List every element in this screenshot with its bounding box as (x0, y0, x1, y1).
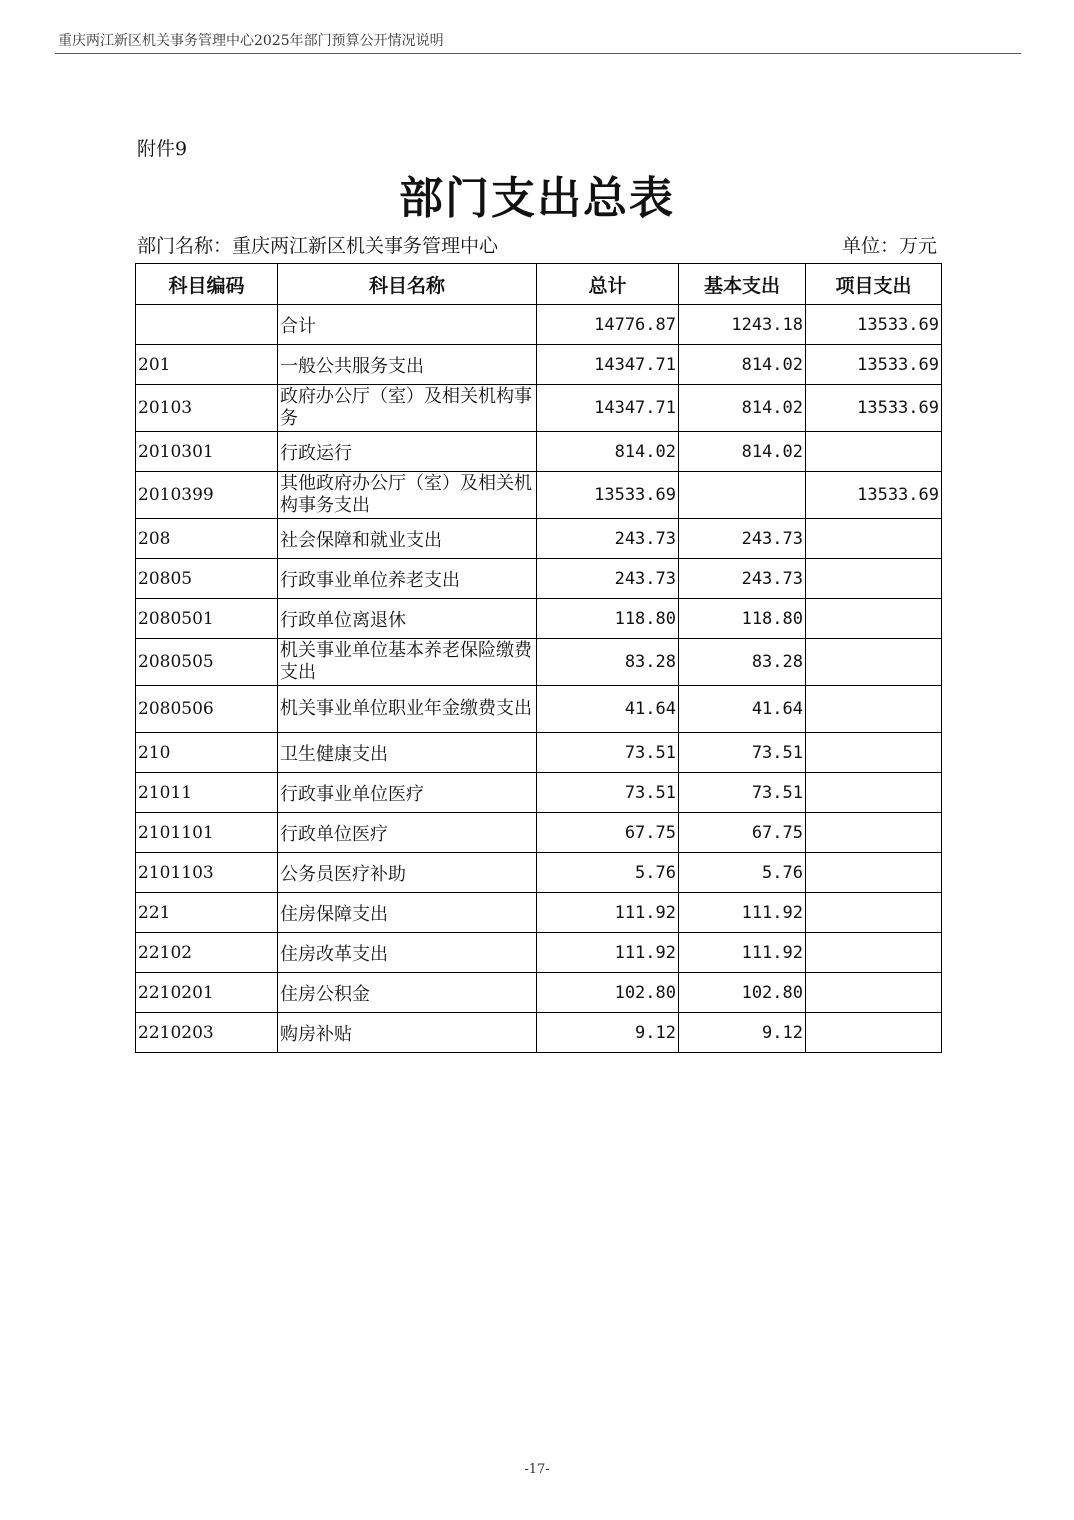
cell-project (806, 813, 942, 853)
cell-project (806, 432, 942, 472)
cell-name: 购房补贴 (278, 1013, 537, 1053)
table-row (136, 973, 942, 1013)
cell-project: 13533.69 (806, 385, 942, 432)
cell-project (806, 773, 942, 813)
cell-basic: 67.75 (679, 813, 806, 853)
cell-code: 2101103 (136, 853, 278, 893)
cell-name: 社会保障和就业支出 (278, 519, 537, 559)
cell-code: 2080505 (136, 639, 278, 686)
cell-code: 2101101 (136, 813, 278, 853)
cell-total: 83.28 (537, 639, 679, 686)
cell-code: 20805 (136, 559, 278, 599)
cell-project (806, 519, 942, 559)
table-row (136, 385, 942, 432)
table-row (136, 305, 942, 345)
cell-total: 41.64 (537, 686, 679, 733)
running-header-title: 重庆两江新区机关事务管理中心2025年部门预算公开情况说明 (58, 33, 444, 49)
table-row (136, 933, 942, 973)
cell-name: 合计 (278, 305, 537, 345)
cell-project (806, 599, 942, 639)
cell-code: 22102 (136, 933, 278, 973)
cell-project: 13533.69 (806, 472, 942, 519)
cell-name: 行政单位医疗 (278, 813, 537, 853)
cell-total: 73.51 (537, 773, 679, 813)
cell-name: 其他政府办公厅（室）及相关机构事务支出 (278, 472, 537, 519)
cell-code: 2080501 (136, 599, 278, 639)
table-row (136, 853, 942, 893)
page-number: -17- (524, 1462, 550, 1477)
cell-basic: 118.80 (679, 599, 806, 639)
column-header-basic: 基本支出 (679, 264, 806, 305)
cell-name: 行政事业单位医疗 (278, 773, 537, 813)
cell-name: 政府办公厅（室）及相关机构事务 (278, 385, 537, 432)
cell-total: 111.92 (537, 933, 679, 973)
cell-basic: 111.92 (679, 893, 806, 933)
table-row (136, 733, 942, 773)
cell-basic: 73.51 (679, 773, 806, 813)
table-row (136, 893, 942, 933)
cell-total: 102.80 (537, 973, 679, 1013)
cell-basic: 83.28 (679, 639, 806, 686)
cell-total: 67.75 (537, 813, 679, 853)
table-row (136, 519, 942, 559)
cell-basic: 814.02 (679, 345, 806, 385)
cell-code: 2080506 (136, 686, 278, 733)
cell-total: 5.76 (537, 853, 679, 893)
table-row (136, 813, 942, 853)
table-header-row (136, 264, 942, 305)
table-body (136, 305, 942, 1053)
cell-total: 14776.87 (537, 305, 679, 345)
cell-total: 73.51 (537, 733, 679, 773)
cell-project (806, 1013, 942, 1053)
cell-project (806, 639, 942, 686)
cell-code: 2210201 (136, 973, 278, 1013)
cell-basic: 102.80 (679, 973, 806, 1013)
cell-project (806, 686, 942, 733)
cell-total: 14347.71 (537, 385, 679, 432)
expenditure-table (135, 263, 942, 1053)
cell-name: 机关事业单位基本养老保险缴费支出 (278, 639, 537, 686)
cell-basic: 243.73 (679, 559, 806, 599)
cell-name: 住房公积金 (278, 973, 537, 1013)
cell-total: 243.73 (537, 559, 679, 599)
table-row (136, 773, 942, 813)
table-row (136, 345, 942, 385)
cell-total: 14347.71 (537, 345, 679, 385)
department-line (137, 231, 937, 258)
table-row (136, 686, 942, 733)
cell-name: 卫生健康支出 (278, 733, 537, 773)
column-header-project: 项目支出 (806, 264, 942, 305)
table-row (136, 1013, 942, 1053)
cell-name: 住房改革支出 (278, 933, 537, 973)
header-divider (55, 53, 1021, 54)
cell-basic: 111.92 (679, 933, 806, 973)
unit-label: 单位：万元 (841, 235, 937, 257)
cell-code: 221 (136, 893, 278, 933)
table-row (136, 472, 942, 519)
department-name: 部门名称：重庆两江新区机关事务管理中心 (137, 235, 499, 257)
cell-basic: 73.51 (679, 733, 806, 773)
cell-project: 13533.69 (806, 305, 942, 345)
cell-basic: 5.76 (679, 853, 806, 893)
cell-basic: 243.73 (679, 519, 806, 559)
cell-name: 机关事业单位职业年金缴费支出 (278, 686, 537, 733)
cell-total: 9.12 (537, 1013, 679, 1053)
table-row (136, 432, 942, 472)
cell-code: 208 (136, 519, 278, 559)
cell-project (806, 933, 942, 973)
cell-name: 行政运行 (278, 432, 537, 472)
page-title: 部门支出总表 (399, 173, 675, 224)
cell-project (806, 733, 942, 773)
cell-code: 201 (136, 345, 278, 385)
attachment-label: 附件9 (137, 138, 188, 160)
cell-basic: 814.02 (679, 385, 806, 432)
cell-total: 118.80 (537, 599, 679, 639)
cell-basic: 41.64 (679, 686, 806, 733)
cell-code: 20103 (136, 385, 278, 432)
cell-project (806, 973, 942, 1013)
table-row (136, 559, 942, 599)
cell-total: 814.02 (537, 432, 679, 472)
column-header-code: 科目编码 (136, 264, 278, 305)
cell-name: 一般公共服务支出 (278, 345, 537, 385)
cell-total: 243.73 (537, 519, 679, 559)
cell-code: 2210203 (136, 1013, 278, 1053)
table-row (136, 599, 942, 639)
cell-project (806, 559, 942, 599)
table-row (136, 639, 942, 686)
cell-code: 2010301 (136, 432, 278, 472)
cell-name: 行政事业单位养老支出 (278, 559, 537, 599)
cell-name: 公务员医疗补助 (278, 853, 537, 893)
cell-project: 13533.69 (806, 345, 942, 385)
column-header-name: 科目名称 (278, 264, 537, 305)
cell-code: 21011 (136, 773, 278, 813)
column-header-total: 总计 (537, 264, 679, 305)
cell-basic: 814.02 (679, 432, 806, 472)
cell-basic: 9.12 (679, 1013, 806, 1053)
cell-total: 13533.69 (537, 472, 679, 519)
cell-code (136, 305, 278, 345)
cell-project (806, 893, 942, 933)
cell-basic: 1243.18 (679, 305, 806, 345)
cell-total: 111.92 (537, 893, 679, 933)
cell-name: 行政单位离退休 (278, 599, 537, 639)
cell-code: 2010399 (136, 472, 278, 519)
cell-project (806, 853, 942, 893)
cell-name: 住房保障支出 (278, 893, 537, 933)
cell-code: 210 (136, 733, 278, 773)
cell-basic (679, 472, 806, 519)
